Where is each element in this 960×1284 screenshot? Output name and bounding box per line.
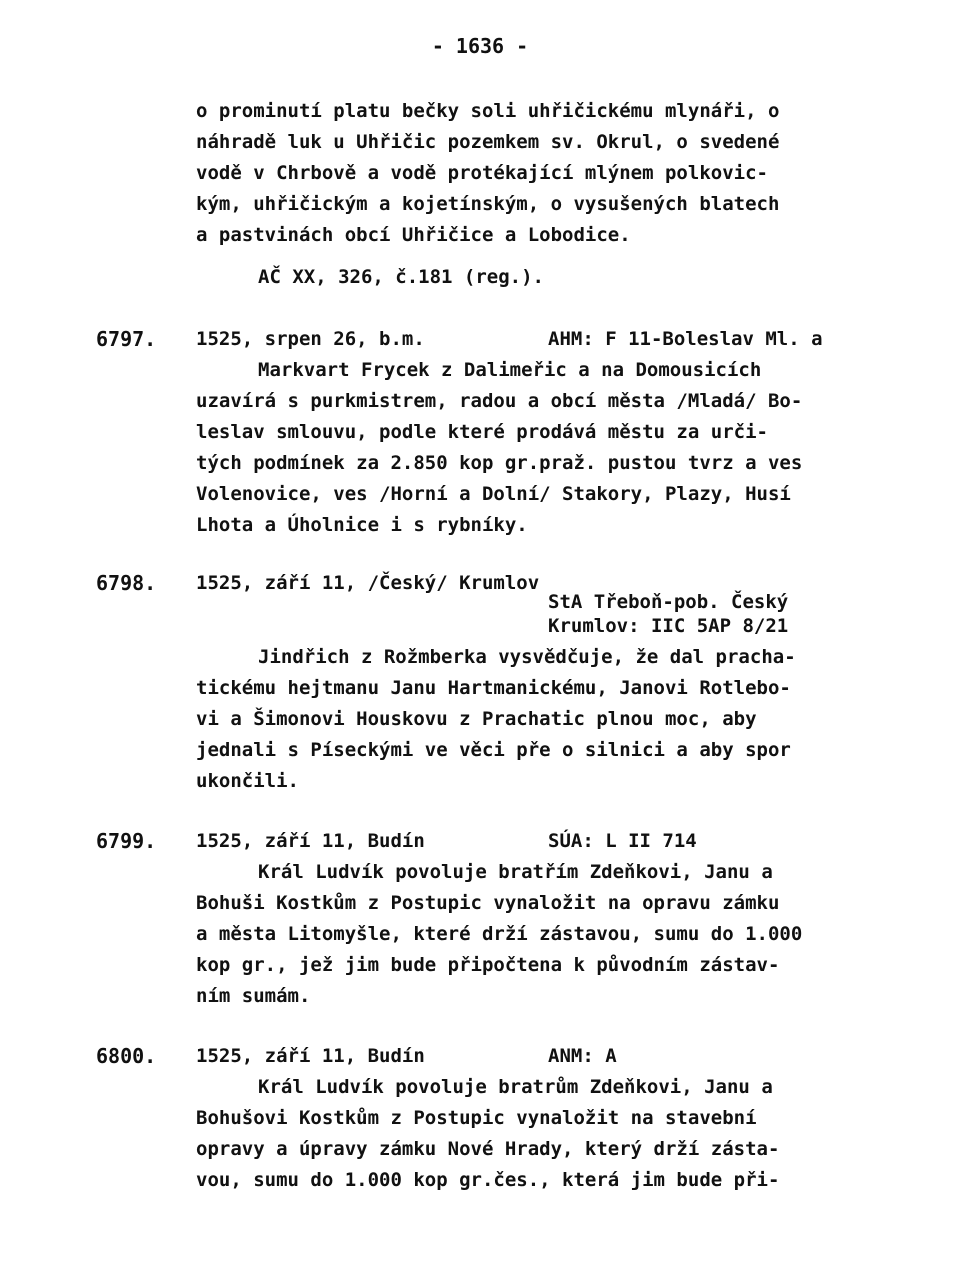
text-line: ním sumám. <box>196 985 311 1007</box>
text-line: a města Litomyšle, které drží zástavou, sumu do 1.000 <box>196 923 803 945</box>
entry-number: 6797. <box>96 327 157 351</box>
entry-number: 6799. <box>96 829 157 853</box>
text-line: Král Ludvík povoluje bratrům Zdeňkovi, Janu a <box>258 1076 773 1098</box>
entry-date: 1525, září 11, /Český/ Krumlov <box>196 572 540 594</box>
text-line: kým, uhřičickým a kojetínským, o vysušených blatech <box>196 193 780 215</box>
text-line: Bohušovi Kostkům z Postupic vynaložit na stavební <box>196 1107 757 1129</box>
text-line: vou, sumu do 1.000 kop gr.čes., která jim bude při- <box>196 1169 780 1191</box>
text-line: vi a Šimonovi Houskovu z Prachatic plnou moc, aby <box>196 708 757 730</box>
source-citation: AČ XX, 326, č.181 (reg.). <box>258 266 544 288</box>
text-line: vodě v Chrbově a vodě protékající mlýnem polkovic- <box>196 162 768 184</box>
archive-reference: ANM: A <box>548 1045 617 1067</box>
archive-reference: Krumlov: IIC 5AP 8/21 <box>548 615 789 637</box>
archive-reference: AHM: F 11-Boleslav Ml. a <box>548 328 823 350</box>
text-line: a pastvinách obcí Uhřičice a Lobodice. <box>196 224 631 246</box>
archive-reference: StA Třeboň-pob. Český <box>548 591 789 613</box>
text-line: Volenovice, ves /Horní a Dolní/ Stakory, Plazy, Husí <box>196 483 791 505</box>
text-line: Lhota a Úholnice i s rybníky. <box>196 514 528 536</box>
text-line: Markvart Frycek z Dalimeřic a na Domousicích <box>258 359 762 381</box>
text-line: kop gr., jež jim bude připočtena k původním zástav- <box>196 954 780 976</box>
text-line: Jindřich z Rožmberka vysvědčuje, že dal pracha- <box>258 646 796 668</box>
text-line: uzavírá s purkmistrem, radou a obcí města /Mladá/ Bo- <box>196 390 803 412</box>
text-line: ukončili. <box>196 770 299 792</box>
text-line: o prominutí platu bečky soli uhřičickému mlynáři, o <box>196 100 780 122</box>
entry-date: 1525, srpen 26, b.m. <box>196 328 425 350</box>
entry-number: 6798. <box>96 571 157 595</box>
text-line: leslav smlouvu, podle které prodává městu za urči- <box>196 421 768 443</box>
text-line: opravy a úpravy zámku Nové Hrady, který drží zásta- <box>196 1138 780 1160</box>
entry-date: 1525, září 11, Budín <box>196 830 425 852</box>
archive-reference: SÚA: L II 714 <box>548 830 697 852</box>
text-line: Bohuši Kostkům z Postupic vynaložit na opravu zámku <box>196 892 780 914</box>
entry-number: 6800. <box>96 1044 157 1068</box>
text-line: tickému hejtmanu Janu Hartmanickému, Janovi Rotlebo- <box>196 677 791 699</box>
text-line: jednali s Píseckými ve věci pře o silnici a aby spor <box>196 739 791 761</box>
entry-date: 1525, září 11, Budín <box>196 1045 425 1067</box>
page-number: - 1636 - <box>431 34 529 58</box>
text-line: Král Ludvík povoluje bratřím Zdeňkovi, Janu a <box>258 861 773 883</box>
text-line: tých podmínek za 2.850 kop gr.praž. pustou tvrz a ves <box>196 452 803 474</box>
text-line: náhradě luk u Uhřičic pozemkem sv. Okrul, o svedené <box>196 131 780 153</box>
